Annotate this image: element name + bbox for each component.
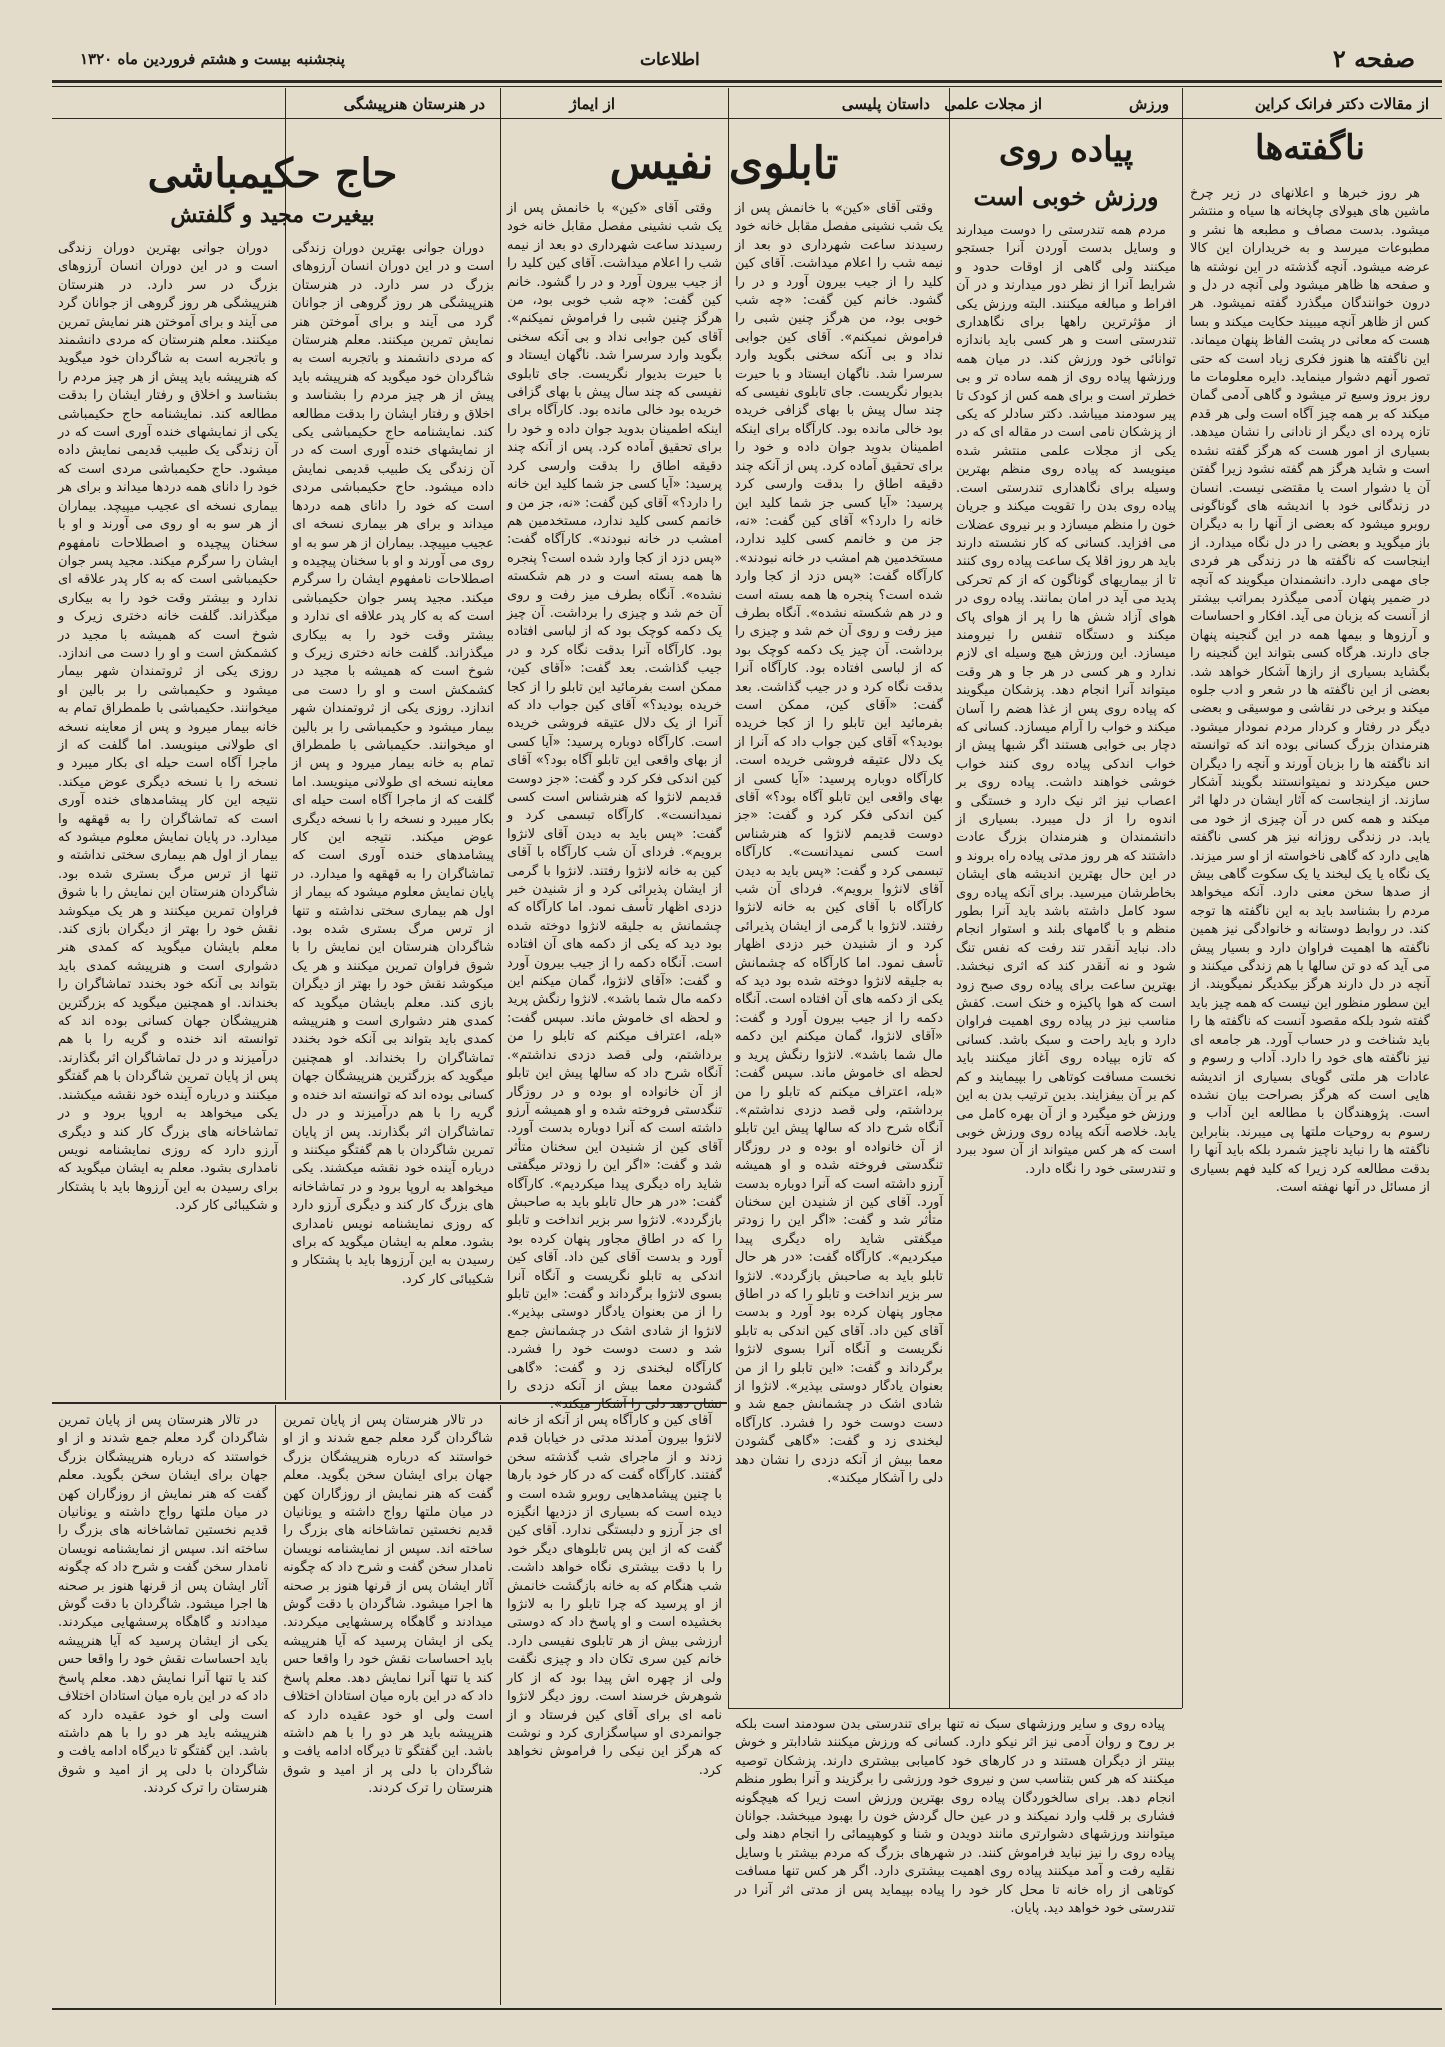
article-body [735, 200, 943, 1700]
newspaper-name: اطلاعات [640, 50, 700, 70]
article-paragraph: دوران جوانی بهترین دوران زندگی است و در این دوران انسان آرزوهای بزرگ در سر دارد. در هنرستان هنرپیشگی هر روز گروهی از جوانان گرد می آیند و برای آموختن هنر نمایش تمرین میکنند. معلم هنرستان که مردی دانشمند و باتجربه است به شاگردان خود میگوید که هنرپیشه باید پیش از هر چیز مردم را بشناسد و اخلاق و رفتار ایشان را بدقت مطالعه کند. نمایشنامه حاج حکیمباشی یکی از نمایشهای خنده آوری است که در آن زندگی یک طبیب قدیمی نمایش داده میشود. حاج حکیمباشی مردی است که خود را دانای همه دردها میداند و برای هر بیماری نسخه ای عجیب میپیچد. بیماران از هر سو به او روی می آورند و او با سخنان پیچیده و اصطلاحات نامفهوم ایشان را سرگرم میکند. مجید پسر جوان حکیمباشی است که به کار پدر علاقه ای ندارد و بیشتر وقت خود را به بیکاری میگذراند. گلفت خانه دختری زیرک و شوخ است که همیشه با مجید در کشمکش است و او را دست می اندازد. روزی یکی از ثروتمندان شهر بیمار میشود و حکیمباشی را بر بالین او میخوانند. حکیمباشی با طمطراق تمام به خانه بیمار میرود و پس از معاینه نسخه ای طولانی مینویسد. اما گلفت که از ماجرا آگاه است حیله ای بکار میبرد و نسخه را با نسخه دیگری عوض میکند. نتیجه این کار پیشامدهای خنده آوری است که تماشاگران را به قهقهه وا میدارد. در پایان نمایش معلوم میشود که بیمار از اول هم بیماری سختی نداشته و تنها از ترس مرگ بستری شده بود. شاگردان هنرستان این نمایش را با شوق فراوان تمرین میکنند و هر یک میکوشد نقش خود را بهتر از دیگران بازی کند. معلم بایشان میگوید که کمدی هنر دشواری است و هنرپیشه کمدی باید بتواند بی آنکه خود بخندد تماشاگران را بخنداند. او همچنین میگوید که بزرگترین هنرپیشگان جهان کسانی بوده اند که توانسته اند خنده و گریه را با هم درآمیزند و در دل تماشاگران اثر بگذارند. پس از پایان تمرین شاگردان با هم گفتگو میکنند و درباره آینده خود نقشه میکشند. یکی میخواهد به اروپا برود و در تماشاخانه های بزرگ کار کند و دیگری آرزو دارد که روزی نمایشنامه نویس نامداری بشود. معلم به ایشان میگوید که برای رسیدن به این آرزوها باید با پشتکار و شکیبائی کار کرد. [58, 241, 278, 1214]
article-subtitle: بیغیرت مجید و گلفتش [170, 202, 375, 228]
kicker-rule [52, 118, 1442, 119]
article-body [283, 1412, 493, 2002]
column-divider [728, 88, 729, 1708]
issue-date: پنجشنبه بیست و هشتم فروردین ماه ۱۳۲۰ [80, 50, 345, 68]
article-body [735, 1716, 1175, 2006]
article-title: حاج حکیمباشی [147, 150, 398, 197]
header-rule [52, 80, 1442, 83]
article-body [58, 1412, 268, 2002]
column-divider [285, 88, 286, 1400]
page-number: صفحه ۲ [1332, 44, 1415, 73]
article-paragraph: در تالار هنرستان پس از پایان تمرین شاگردان گرد معلم جمع شدند و از او خواستند که درباره هنرپیشگان بزرگ جهان برای ایشان سخن بگوید. معلم گفت که هنر نمایش از روزگاران کهن در میان ملتها رواج داشته و یونانیان قدیم نخستین تماشاخانه های بزرگ را ساخته اند. سپس از نمایشنامه نویسان نامدار سخن گفت و شرح داد که چگونه آثار ایشان پس از قرنها هنوز بر صحنه ها اجرا میشود. شاگردان با دقت گوش میدادند و گاهگاه پرسشهایی میکردند. یکی از ایشان پرسید که آیا هنرپیشه باید احساسات نقش خود را واقعا حس کند یا تنها آنرا نمایش دهد. معلم پاسخ داد که در این باره میان استادان اختلاف است ولی او خود عقیده دارد که هنرپیشه باید هر دو را با هم داشته باشد. این گفتگو تا دیرگاه ادامه یافت و شاگردان با دلی پر از امید و شوق هنرستان را ترک کردند. [58, 1413, 268, 1797]
column-divider [275, 1405, 276, 2005]
article-paragraph: در تالار هنرستان پس از پایان تمرین شاگردان گرد معلم جمع شدند و از او خواستند که درباره هنرپیشگان بزرگ جهان برای ایشان سخن بگوید. معلم گفت که هنر نمایش از روزگاران کهن در میان ملتها رواج داشته و یونانیان قدیم نخستین تماشاخانه های بزرگ را ساخته اند. سپس از نمایشنامه نویسان نامدار سخن گفت و شرح داد که چگونه آثار ایشان پس از قرنها هنوز بر صحنه ها اجرا میشود. شاگردان با دقت گوش میدادند و گاهگاه پرسشهایی میکردند. یکی از ایشان پرسید که آیا هنرپیشه باید احساسات نقش خود را واقعا حس کند یا تنها آنرا نمایش دهد. معلم پاسخ داد که در این باره میان استادان اختلاف است ولی او خود عقیده دارد که هنرپیشه باید هر دو را با هم داشته باشد. این گفتگو تا دیرگاه ادامه یافت و شاگردان با دلی پر از امید و شوق هنرستان را ترک کردند. [283, 1413, 493, 1797]
article-body [58, 240, 278, 1395]
section-kicker: از مجلات علمی [944, 95, 1042, 113]
article-paragraph: وقتی آقای «کین» با خانمش پس از یک شب نشینی مفصل مقابل خانه خود رسیدند ساعت شهرداری دو بعد از نیمه شب را اعلام میداشت. آقای کین کلید را از جیب بیرون آورد و در را گشود. خانم کین گفت: «چه شب خوبی بود، من هرگز چنین شبی را فراموش نمیکنم». آقای کین جوابی نداد و بی آنکه سخنی بگوید وارد سرسرا شد. ناگهان ایستاد و با حیرت بدیوار نگریست. جای تابلوی نفیسی که چند سال پیش با بهای گزافی خریده بود خالی مانده بود. کارآگاه برای اینکه اطمینان بدوید جوان داده و خود را برای تحقیق آماده کرد. پس از آنکه چند دقیقه اطاق را بدقت وارسی کرد پرسید: «آیا کسی جز شما کلید این خانه را دارد؟» آقای کین گفت: «نه، جز من و خانمم کسی کلید ندارد، مستخدمین هم امشب در خانه نبودند». کارآگاه گفت: «پس دزد از کجا وارد شده است؟ پنجره ها همه بسته است و در هم شکسته نشده». آنگاه بطرف میز رفت و روی آن خم شد و چیزی را برداشت. آن چیز یک دکمه کوچک بود که از لباسی افتاده بود. کارآگاه آنرا بدقت نگاه کرد و در جیب گذاشت. بعد گفت: «آقای کین، ممکن است بفرمائید این تابلو را از کجا خریده بودید؟» آقای کین جواب داد که آنرا از یک دلال عتیقه فروشی خریده است. کارآگاه دوباره پرسید: «آیا کسی از بهای واقعی این تابلو آگاه بود؟» آقای کین اندکی فکر کرد و گفت: «جز دوست قدیمم لانژوا که هنرشناس است کسی نمیدانست». کارآگاه تبسمی کرد و گفت: «پس باید به دیدن آقای لانژوا برویم». فردای آن شب کارآگاه با آقای کین به خانه لانژوا رفتند. لانژوا با گرمی از ایشان پذیرائی کرد و از شنیدن خبر دزدی اظهار تأسف نمود. اما کارآگاه که چشمانش به جلیقه لانژوا دوخته شده بود دید که یکی از دکمه های آن افتاده است. آنگاه دکمه را از جیب بیرون آورد و گفت: «آقای لانژوا، گمان میکنم این دکمه مال شما باشد». لانژوا رنگش پرید و لحظه ای خاموش ماند. سپس گفت: «بله، اعتراف میکنم که تابلو را من برداشتم، ولی قصد دزدی نداشتم». آنگاه شرح داد که سالها پیش این تابلو از آن خانواده او بوده و در روزگار تنگدستی فروخته شده و او همیشه آرزو داشته است که آنرا دوباره بدست آورد. آقای کین از شنیدن این سخنان متأثر شد و گفت: «اگر این را زودتر میگفتی شاید راه دیگری پیدا میکردیم». کارآگاه گفت: «در هر حال تابلو باید به صاحبش بازگردد». لانژوا سر بزیر انداخت و تابلو را که در اطاق مجاور پنهان کرده بود آورد و بدست آقای کین داد. آقای کین اندکی به تابلو نگریست و آنگاه آنرا بسوی لانژوا برگرداند و گفت: «این تابلو را از من بعنوان یادگار دوستی بپذیر». لانژوا از شادی اشک در چشمانش جمع شد و دست دوست خود را فشرد. کارآگاه لبخندی زد و گفت: «گاهی گشودن معما بیش از آنکه دزدی را نشان دهد دلی را آشکار میکند». [507, 201, 722, 1413]
article-body [507, 1412, 722, 2002]
article-paragraph: پیاده روی و سایر ورزشهای سبک نه تنها برای تندرستی بدن سودمند است بلکه بر روح و روان آدمی نیز اثر نیکو دارد. کسانی که ورزش میکنند شادابتر و خوش بینتر از دیگران هستند و در کارهای خود کامیابی بیشتری دارند. پزشکان توصیه میکنند که هر کس بتناسب سن و نیروی خود ورزشی را برگزیند و آنرا بطور منظم انجام دهد. برای سالخوردگان پیاده روی بهترین ورزش است زیرا که هیچگونه فشاری بر قلب وارد نمیکند و در عین حال گردش خون را بهبود میبخشد. جوانان میتوانند ورزشهای دشوارتری مانند دویدن و شنا و کوهپیمائی را انجام دهند ولی پیاده روی را نیز نباید فراموش کنند. در شهرهای بزرگ که مردم بیشتر با وسایل نقلیه رفت و آمد میکنند پیاده روی اهمیت بیشتری دارد. اگر هر کس تنها مسافت کوتاهی از راه خانه تا محل کار خود را پیاده بپیماید پس از مدتی اثر آنرا در تندرستی خود خواهد دید. پایان. [735, 1717, 1175, 1917]
column-divider [500, 88, 501, 1400]
footer-rule [52, 2008, 1442, 2010]
article-subtitle: ورزش خوبی است [973, 182, 1159, 211]
header-rule-thin [52, 86, 1442, 87]
article-paragraph: مردم همه تندرستی را دوست میدارند و وسایل بدست آوردن آنرا جستجو میکنند ولی گاهی از اوقات حدود و شرایط آنرا از نظر دور میدارند و در آن افراط و مبالغه میکنند. البته ورزش یکی از مؤثرترین راهها برای نگاهداری تندرستی است و هر کسی باید باندازه توانائی خود ورزش کند. در میان همه ورزشها پیاده روی از همه ساده تر و بی خطرتر است و برای همه کس از کودک تا پیر سودمند میباشد. دکتر سادلر که یکی از پزشکان نامی است در مقاله ای که در یکی از مجلات علمی منتشر شده مینویسد که پیاده روی منظم بهترین وسیله برای نگاهداری تندرستی است. پیاده روی بدن را تقویت میکند و جریان خون را منظم میسازد و بر نیروی عضلات می افزاید. کسانی که کار نشسته دارند باید هر روز اقلا یک ساعت پیاده روی کنند تا از بیماریهای گوناگون که از کم تحرکی پدید می آید در امان بمانند. پیاده روی در هوای آزاد شش ها را پر از هوای پاک میکند و دستگاه تنفس را نیرومند میسازد. این ورزش هیچ وسیله ای لازم ندارد و هر کسی در هر جا و هر وقت میتواند آنرا انجام دهد. پزشکان میگویند که پیاده روی پس از غذا هضم را آسان میکند و خواب را آرام میسازد. کسانی که دچار بی خوابی هستند اگر شبها پیش از خواب اندکی پیاده روی کنند خواب خوشی خواهند داشت. پیاده روی بر اعصاب نیز اثر نیک دارد و خستگی و اندوه را از دل میبرد. بسیاری از دانشمندان و هنرمندان بزرگ عادت داشتند که هر روز مدتی پیاده راه بروند و در این حال بهترین اندیشه های ایشان بخاطرشان میرسید. برای آنکه پیاده روی سود کامل داشته باشد باید آنرا بطور منظم و با گامهای بلند و استوار انجام داد. نباید آنقدر تند رفت که نفس تنگ شود و نه آنقدر کند که اثری نبخشد. بهترین ساعت برای پیاده روی صبح زود است که هوا پاکیزه و خنک است. کفش مناسب نیز در پیاده روی اهمیت فراوان دارد و باید راحت و سبک باشد. کسانی که تازه بپیاده روی آغاز میکنند باید نخست مسافت کوتاهی را بپیمایند و کم کم بر آن بیفزایند. بدین ترتیب بدن به این ورزش خو میگیرد و از آن بهره کامل می یابد. خلاصه آنکه پیاده روی ورزش خوبی است که هر کس میتواند از آن سود ببرد و تندرستی خود را نگاه دارد. [956, 223, 1176, 1177]
column-divider [1182, 88, 1183, 1708]
article-paragraph: دوران جوانی بهترین دوران زندگی است و در این دوران انسان آرزوهای بزرگ در سر دارد. در هنرستان هنرپیشگی هر روز گروهی از جوانان گرد می آیند و برای آموختن هنر نمایش تمرین میکنند. معلم هنرستان که مردی دانشمند و باتجربه است به شاگردان خود میگوید که هنرپیشه باید پیش از هر چیز مردم را بشناسد و اخلاق و رفتار ایشان را بدقت مطالعه کند. نمایشنامه حاج حکیمباشی یکی از نمایشهای خنده آوری است که در آن زندگی یک طبیب قدیمی نمایش داده میشود. حاج حکیمباشی مردی است که خود را دانای همه دردها میداند و برای هر بیماری نسخه ای عجیب میپیچد. بیماران از هر سو به او روی می آورند و او با سخنان پیچیده و اصطلاحات نامفهوم ایشان را سرگرم میکند. مجید پسر جوان حکیمباشی است که به کار پدر علاقه ای ندارد و بیشتر وقت خود را به بیکاری میگذراند. گلفت خانه دختری زیرک و شوخ است که همیشه با مجید در کشمکش است و او را دست می اندازد. روزی یکی از ثروتمندان شهر بیمار میشود و حکیمباشی را بر بالین او میخوانند. حکیمباشی با طمطراق تمام به خانه بیمار میرود و پس از معاینه نسخه ای طولانی مینویسد. اما گلفت که از ماجرا آگاه است حیله ای بکار میبرد و نسخه را با نسخه دیگری عوض میکند. نتیجه این کار پیشامدهای خنده آوری است که تماشاگران را به قهقهه وا میدارد. در پایان نمایش معلوم میشود که بیمار از اول هم بیماری سختی نداشته و تنها از ترس مرگ بستری شده بود. شاگردان هنرستان این نمایش را با شوق فراوان تمرین میکنند و هر یک میکوشد نقش خود را بهتر از دیگران بازی کند. معلم بایشان میگوید که کمدی هنر دشواری است و هنرپیشه کمدی باید بتواند بی آنکه خود بخندد تماشاگران را بخنداند. او همچنین میگوید که بزرگترین هنرپیشگان جهان کسانی بوده اند که توانسته اند خنده و گریه را با هم درآمیزند و در دل تماشاگران اثر بگذارند. پس از پایان تمرین شاگردان با هم گفتگو میکنند و درباره آینده خود نقشه میکشند. یکی میخواهد به اروپا برود و در تماشاخانه های بزرگ کار کند و دیگری آرزو دارد که روزی نمایشنامه نویس نامداری بشود. معلم به ایشان میگوید که برای رسیدن به این آرزوها باید با پشتکار و شکیبائی کار کرد. [292, 241, 494, 1287]
section-kicker: داستان پلیسی [841, 95, 930, 113]
article-paragraph: آقای کین و کارآگاه پس از آنکه از خانه لانژوا بیرون آمدند مدتی در خیابان قدم زدند و از ماجرای شب گذشته سخن گفتند. کارآگاه گفت که در کار خود بارها با چنین پیشامدهایی روبرو شده است و دیده است که بسیاری از دزدیها انگیزه ای جز آرزو و دلبستگی ندارد. آقای کین گفت که از این پس تابلوهای دیگر خود را با دقت بیشتری نگاه خواهد داشت. شب هنگام که به خانه بازگشت خانمش از او پرسید که چرا تابلو را به لانژوا بخشیده است و او پاسخ داد که دوستی ارزشی بیش از هر تابلوی نفیسی دارد. خانم کین سری تکان داد و چیزی نگفت ولی از چهره اش پیدا بود که از کار شوهرش خرسند است. روز دیگر لانژوا نامه ای برای آقای کین فرستاد و از جوانمردی او سپاسگزاری کرد و نوشت که هرگز این نیکی را فراموش نخواهد کرد. [507, 1413, 722, 1778]
section-kicker: ورزش [1128, 95, 1169, 113]
article-body [956, 222, 1176, 1702]
article-paragraph: هر روز خبرها و اعلانهای در زیر چرخ ماشین های هیولای چاپخانه ها سیاه و منتشر میشود. بدست مصاف و مطبعه ها نشر و مطبوعات میرسد و به خریداران این کالا عرضه میشود. آنچه گذشته در این نوشته ها و صفحه ها ظاهر میشود ولی آنچه در دل و درون خوانندگان میگذرد گفته نمیشود. هر کس از ظاهر آنچه میبیند حکایت میکند و بسا هست که معانی در پشت الفاظ پنهان میماند. این ناگفته ها هنوز فکری زیاد است که حتی تصور آنهم دشوار مینماید. دایره معلومات ما روز بروز وسیع تر میشود و گاهی آدمی گمان میکند که بر همه چیز آگاه است ولی هر قدم تازه پرده ای دیگر از نادانی را نشان میدهد. بسیاری از امور هست که هرگز گفته نشده است و شاید هرگز هم گفته نشود زیرا گفتن آن یا دشوار است یا مقتضی نیست. انسان در زندگانی خود با اندیشه های گوناگونی روبرو میشود که بعضی از آنها را به دیگران باز میگوید و بعضی را در دل نگاه میدارد. از اینجاست که ناگفته ها در زندگی هر فردی جای مهمی دارد. دانشمندان میگویند که آنچه در ضمیر پنهان آدمی میگذرد بمراتب بیشتر از آنست که بزبان می آید. افکار و احساسات و آرزوها و بیمها همه در این گنجینه پنهان جای دارند. هرگاه کسی بتواند این گنجینه را بگشاید بسیاری از رازها آشکار خواهد شد. بعضی از این ناگفته ها در شعر و ادب جلوه میکند و برخی در نقاشی و موسیقی و بعضی دیگر در رفتار و کردار مردم نمودار میشود. هنرمندان بزرگ کسانی بوده اند که توانسته اند ناگفته ها را بزبان آورند و آنچه را دیگران حس میکردند و نمیتوانستند بگویند آشکار سازند. از اینجاست که آثار ایشان در دلها اثر میکند و همه کس در آن چیزی از خود می یابد. در زندگی روزانه نیز هر کسی ناگفته هایی دارد که گاهی ناخواسته از او سر میزند. یک نگاه یا یک لبخند یا یک سکوت گاهی بیش از صدها سخن معنی دارد. آنکه میخواهد مردم را بشناسد باید به این ناگفته ها توجه کند. در روابط دوستانه و خانوادگی نیز همین ناگفته ها اهمیت فراوان دارد و بسیار پیش می آید که دو تن سالها با هم زندگی میکنند و آنچه در دل دارند هرگز بیکدیگر نمیگویند. از این سطور منظور این نیست که همه چیز باید گفته شود بلکه مقصود آنست که ناگفته ها را باید شناخت و در حساب آورد. هر جامعه ای نیز ناگفته های خود را دارد. آداب و رسوم و عادات هر ملتی گویای بسیاری از اندیشه هایی است که هرگز بصراحت بیان نشده است. پژوهندگان با مطالعه این آداب و رسوم به روحیات ملتها پی میبرند. بنابراین ناگفته ها را نباید ناچیز شمرد بلکه باید آنها را بدقت مطالعه کرد زیرا که کلید فهم بسیاری از مسائل در آنها نهفته است. [1190, 186, 1430, 1195]
section-kicker: از مقالات دکتر فرانک کراین [1254, 95, 1429, 113]
article-body [1190, 185, 1430, 1705]
section-kicker: در هنرستان هنرپیشگی [343, 95, 485, 113]
bottom-divider [728, 1708, 1182, 1709]
article-body [292, 240, 494, 1395]
article-title: پیاده روی [998, 130, 1134, 170]
article-paragraph: وقتی آقای «کین» با خانمش پس از یک شب نشینی مفصل مقابل خانه خود رسیدند ساعت شهرداری دو بعد از نیمه شب را اعلام میداشت. آقای کین کلید را از جیب بیرون آورد و در را گشود. خانم کین گفت: «چه شب خوبی بود، من هرگز چنین شبی را فراموش نمیکنم». آقای کین جوابی نداد و بی آنکه سخنی بگوید وارد سرسرا شد. ناگهان ایستاد و با حیرت بدیوار نگریست. جای تابلوی نفیسی که چند سال پیش با بهای گزافی خریده بود خالی مانده بود. کارآگاه برای اینکه اطمینان بدوید جوان داده و خود را برای تحقیق آماده کرد. پس از آنکه چند دقیقه اطاق را بدقت وارسی کرد پرسید: «آیا کسی جز شما کلید این خانه را دارد؟» آقای کین گفت: «نه، جز من و خانمم کسی کلید ندارد، مستخدمین هم امشب در خانه نبودند». کارآگاه گفت: «پس دزد از کجا وارد شده است؟ پنجره ها همه بسته است و در هم شکسته نشده». آنگاه بطرف میز رفت و روی آن خم شد و چیزی را برداشت. آن چیز یک دکمه کوچک بود که از لباسی افتاده بود. کارآگاه آنرا بدقت نگاه کرد و در جیب گذاشت. بعد گفت: «آقای کین، ممکن است بفرمائید این تابلو را از کجا خریده بودید؟» آقای کین جواب داد که آنرا از یک دلال عتیقه فروشی خریده است. کارآگاه دوباره پرسید: «آیا کسی از بهای واقعی این تابلو آگاه بود؟» آقای کین اندکی فکر کرد و گفت: «جز دوست قدیمم لانژوا که هنرشناس است کسی نمیدانست». کارآگاه تبسمی کرد و گفت: «پس باید به دیدن آقای لانژوا برویم». فردای آن شب کارآگاه با آقای کین به خانه لانژوا رفتند. لانژوا با گرمی از ایشان پذیرائی کرد و از شنیدن خبر دزدی اظهار تأسف نمود. اما کارآگاه که چشمانش به جلیقه لانژوا دوخته شده بود دید که یکی از دکمه های آن افتاده است. آنگاه دکمه را از جیب بیرون آورد و گفت: «آقای لانژوا، گمان میکنم این دکمه مال شما باشد». لانژوا رنگش پرید و لحظه ای خاموش ماند. سپس گفت: «بله، اعتراف میکنم که تابلو را من برداشتم، ولی قصد دزدی نداشتم». آنگاه شرح داد که سالها پیش این تابلو از آن خانواده او بوده و در روزگار تنگدستی فروخته شده و او همیشه آرزو داشته است که آنرا دوباره بدست آورد. آقای کین از شنیدن این سخنان متأثر شد و گفت: «اگر این را زودتر میگفتی شاید راه دیگری پیدا میکردیم». کارآگاه گفت: «در هر حال تابلو باید به صاحبش بازگردد». لانژوا سر بزیر انداخت و تابلو را که در اطاق مجاور پنهان کرده بود آورد و بدست آقای کین داد. آقای کین اندکی به تابلو نگریست و آنگاه آنرا بسوی لانژوا برگرداند و گفت: «این تابلو را از من بعنوان یادگار دوستی بپذیر». لانژوا از شادی اشک در چشمانش جمع شد و دست دوست خود را فشرد. کارآگاه لبخندی زد و گفت: «گاهی گشودن معما بیش از آنکه دزدی را نشان دهد دلی را آشکار میکند». [735, 201, 943, 1487]
column-divider [949, 88, 950, 1708]
section-kicker: از ایماژ [569, 95, 615, 113]
column-divider [500, 1405, 501, 2005]
article-title: ناگفته‌ها [1255, 128, 1365, 168]
article-title: تابلوی نفیس [609, 138, 839, 189]
article-body [507, 200, 722, 1413]
